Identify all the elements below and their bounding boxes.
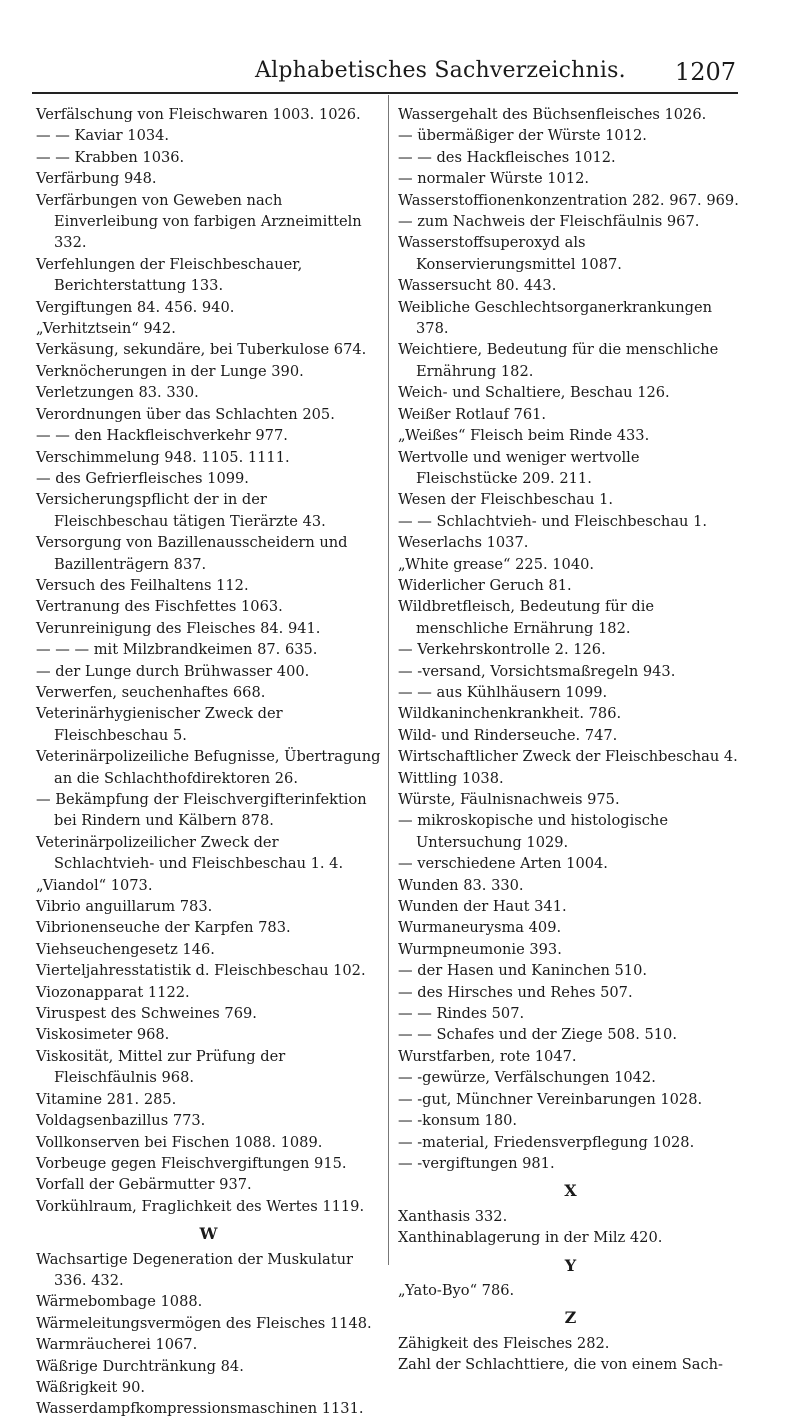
column-divider [388,95,389,1265]
index-entry: Viskosimeter 968. [36,1026,170,1044]
index-entry: Vitamine 281. 285. [36,1090,177,1108]
index-entry: Veterinärpolizeilicher Zweck der Schlachtvieh- und Fleischbeschau 1. 4. [36,833,344,873]
index-entry: „White grease“ 225. 1040. [398,555,595,573]
index-entry: Viruspest des Schweines 769. [36,1005,257,1023]
section-letter: Y [564,1255,577,1275]
index-entry: — — — mit Milzbrandkeimen 87. 635. [36,641,318,659]
index-entry: Wassergehalt des Büchsenfleisches 1026. [398,106,707,123]
index-entry: — -vergiftungen 981. [398,1154,555,1172]
index-entry: „Yato-Byo“ 786. [398,1281,515,1299]
index-entry: — -material, Friedensverpflegung 1028. [398,1133,695,1151]
section-letter: W [199,1224,218,1244]
index-entry: Wertvolle und weniger wertvolle Fleischstücke 209. 211. [398,448,640,487]
index-entry: Wildbretfleisch, Bedeutung für die menschliche Ernährung 182. [398,598,655,637]
index-entry: — -konsum 180. [398,1112,518,1130]
section-letter: X [564,1181,577,1201]
index-entry: Widerlicher Geruch 81. [398,576,572,594]
index-entry: — — Rindes 507. [398,1005,525,1023]
index-entry: Weserlachs 1037. [398,534,529,552]
index-entry: Weibliche Geschlechtsorganerkrankungen 378. [398,298,712,338]
index-entry: Voldagsenbazillus 773. [36,1112,206,1130]
index-entry: — normaler Würste 1012. [398,170,590,188]
index-entry: Wunden der Haut 341. [398,898,567,916]
index-entry: Xanthasis 332. [398,1207,508,1225]
index-entry: Veterinärpolizeiliche Befugnisse, Übertragung an die Schlachthofdirektoren 26. [36,748,381,787]
index-column-left [36,104,381,1420]
index-entry: Wurstfarben, rote 1047. [398,1047,577,1065]
section-letter: Z [564,1308,577,1328]
index-entry: Versicherungspflicht der in der Fleischbeschau tätigen Tierärzte 43. [36,491,326,530]
index-entry: Versuch des Feilhaltens 112. [36,576,249,594]
index-entry: Würste, Fäulnisnachweis 975. [398,791,620,808]
index-entry: Verkäsung, sekundäre, bei Tuberkulose 674. [36,341,367,359]
header-rule [32,92,738,94]
index-entry: Verschimmelung 948. 1105. 1111. [36,448,290,466]
index-entry: Weich- und Schaltiere, Beschau 126. [398,384,670,402]
index-entry: Wildkaninchenkrankheit. 786. [398,705,622,723]
index-entry: Verknöcherungen in der Lunge 390. [36,362,304,380]
index-entry: Xanthinablagerung in der Milz 420. [398,1229,663,1247]
index-entry: — der Hasen und Kaninchen 510. [398,962,648,980]
index-entry: Verfehlungen der Fleischbeschauer, Berichterstattung 133. [36,255,303,295]
index-entry: — — des Hackfleisches 1012. [398,148,616,166]
index-entry: Viehseuchengesetz 146. [36,940,215,958]
index-entry: Wesen der Fleischbeschau 1. [398,491,614,509]
index-entry: Vibrio anguillarum 783. [36,898,213,916]
index-entry: — — aus Kühlhäusern 1099. [398,683,608,701]
index-entry: Wäßrige Durchtränkung 84. [36,1357,244,1375]
index-entry: Weißer Rotlauf 761. [398,405,547,423]
index-entry: Wasserdampfkompressionsmaschinen 1131. [36,1400,364,1418]
index-entry: — mikroskopische und histologische Untersuchung 1029. [398,812,668,851]
index-column-right [398,104,743,1376]
index-entry: Versorgung von Bazillenausscheidern und Bazillenträgern 837. [36,534,348,573]
index-entry: „Weißes“ Fleisch beim Rinde 433. [398,427,650,445]
index-entry: Viskosität, Mittel zur Prüfung der Fleischfäulnis 968. [36,1047,286,1087]
index-entry: — — den Hackfleischverkehr 977. [36,427,288,445]
index-entry: Zähigkeit des Fleisches 282. [398,1334,610,1352]
index-entry: Verordnungen über das Schlachten 205. [36,405,335,423]
index-entry: Veterinärhygienischer Zweck der Fleischbeschau 5. [36,705,283,744]
index-entry: „Viandol“ 1073. [36,876,153,894]
index-entry: — -gewürze, Verfälschungen 1042. [398,1069,656,1087]
index-entry: Wasserstoffionenkonzentration 282. 967. 969. [398,191,739,209]
index-entry: — — Schlachtvieh- und Fleischbeschau 1. [398,512,707,530]
index-entry: — — Schafes und der Ziege 508. 510. [398,1026,677,1044]
index-entry: Verfälschung von Fleischwaren 1003. 1026. [36,106,361,123]
index-entry: Weichtiere, Bedeutung für die menschliche Ernährung 182. [398,341,719,380]
index-entry: Wurmpneumonie 393. [398,940,562,958]
index-entry: — -versand, Vorsichtsmaßregeln 943. [398,662,676,680]
index-entry: — — Krabben 1036. [36,148,185,166]
index-entry: Verfärbung 948. [36,170,157,188]
index-entry: Vergiftungen 84. 456. 940. [36,298,235,316]
index-entry: Wittling 1038. [398,769,504,787]
running-title: Alphabetisches Sachverzeichnis. [255,58,626,83]
index-entry: Verunreinigung des Fleisches 84. 941. [36,619,321,637]
index-entry: „Verhitztsein“ 942. [36,320,176,338]
index-entry: — -gut, Münchner Vereinbarungen 1028. [398,1090,703,1108]
index-entry: Warmräucherei 1067. [36,1336,198,1354]
index-entry: Wirtschaftlicher Zweck der Fleischbeschau 4. [398,748,738,766]
index-entry: Vorkühlraum, Fraglichkeit des Wertes 1119. [36,1197,365,1215]
index-entry: — des Gefrierfleisches 1099. [36,469,249,487]
index-entry: Wäßrigkeit 90. [36,1378,146,1396]
index-entry: — Bekämpfung der Fleischvergifterinfektion bei Rindern und Kälbern 878. [36,791,367,830]
index-entry: Wild- und Rinderseuche. 747. [398,726,618,744]
index-entry: Wassersucht 80. 443. [398,277,557,295]
index-entry: Vollkonserven bei Fischen 1088. 1089. [36,1133,323,1151]
index-entry: — Verkehrskontrolle 2. 126. [398,641,606,659]
index-entry: Wunden 83. 330. [398,876,524,894]
index-entry: — zum Nachweis der Fleischfäulnis 967. [398,213,700,231]
index-entry: Wärmebombage 1088. [36,1293,203,1311]
index-entry: Vorbeuge gegen Fleischvergiftungen 915. [36,1154,347,1172]
index-entry: — übermäßiger der Würste 1012. [398,127,647,145]
index-entry: — — Kaviar 1034. [36,127,170,145]
index-entry: Verwerfen, seuchenhaftes 668. [36,683,266,701]
index-entry: Viozonapparat 1122. [36,983,190,1001]
index-entry: Vorfall der Gebärmutter 937. [36,1176,252,1194]
index-entry: Wurmaneurysma 409. [398,919,562,937]
page-number: 1207 [674,58,736,86]
index-entry: Wachsartige Degeneration der Muskulatur 336. 432. [36,1250,353,1289]
index-entry: Wärmeleitungsvermögen des Fleisches 1148. [36,1314,372,1332]
index-entry: — verschiedene Arten 1004. [398,855,608,873]
index-entry: Verletzungen 83. 330. [36,384,199,402]
page-header [0,58,800,88]
index-entry: Verfärbungen von Geweben nach Einverleibung von farbigen Arzneimitteln 332. [36,191,362,252]
index-entry: — des Hirsches und Rehes 507. [398,983,633,1001]
index-entry: Wasserstoffsuperoxyd als Konservierungsmittel 1087. [398,234,622,273]
index-entry: Zahl der Schlachttiere, die von einem Sach- [398,1356,723,1374]
index-entry: — der Lunge durch Brühwasser 400. [36,662,310,680]
index-entry: Vertranung des Fischfettes 1063. [36,598,283,616]
index-entry: Vibrionenseuche der Karpfen 783. [36,919,291,937]
index-entry: Vierteljahresstatistik d. Fleischbeschau 102. [36,962,366,980]
